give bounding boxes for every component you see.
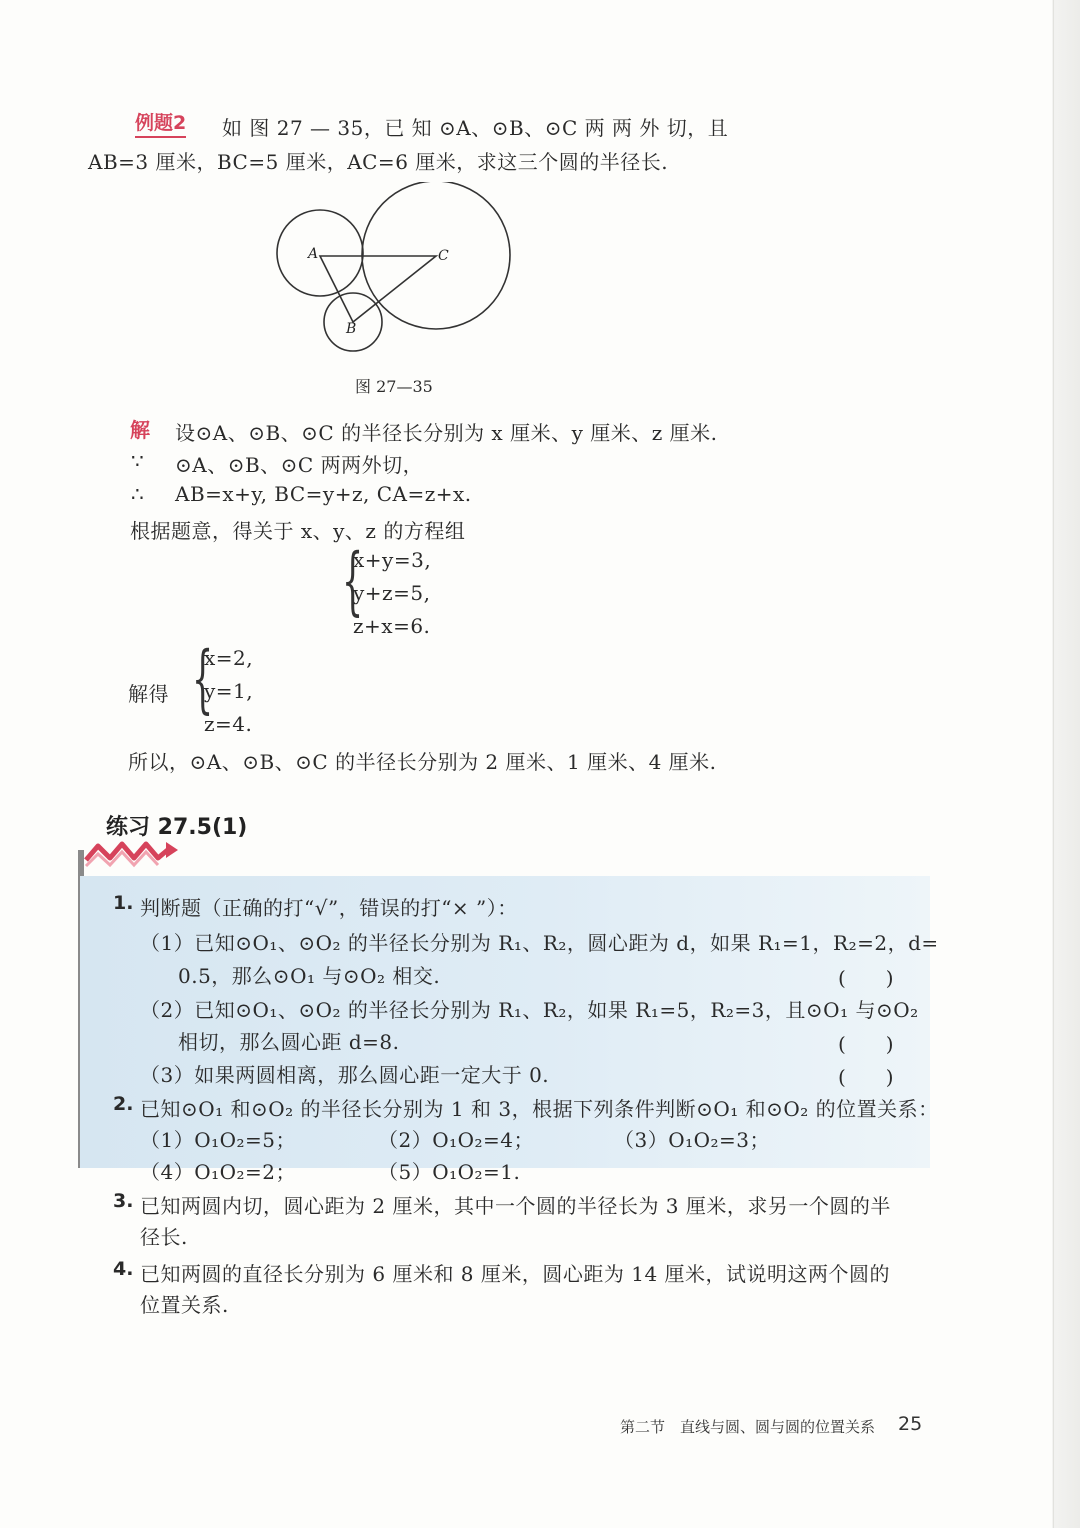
solution-line-4: 根据题意，得关于 x、y、z 的方程组: [130, 519, 466, 543]
figure-caption: 图 27—35: [355, 377, 433, 396]
solution-line-2: ⊙A、⊙B、⊙C 两两外切，: [175, 453, 424, 477]
q4-line-2: 位置关系.: [140, 1293, 229, 1317]
q2-number: 2.: [113, 1093, 134, 1115]
page-edge: [1052, 0, 1080, 1528]
q1-sub1-line1: （1）已知⊙O₁、⊙O₂ 的半径长分别为 R₁、R₂，圆心距为 d，如果 R₁=1，R₂=2，d=: [140, 931, 939, 955]
q2-opt-2: （2）O₁O₂=4；: [378, 1128, 535, 1152]
q2-opt-4: （4）O₁O₂=2；: [140, 1160, 297, 1184]
q2-text: 已知⊙O₁ 和⊙O₂ 的半径长分别为 1 和 3，根据下列条件判断⊙O₁ 和⊙O₂ 的位置关系：: [140, 1097, 939, 1121]
solution-tag: 解: [130, 418, 150, 442]
q2-opt-3: （3）O₁O₂=3；: [614, 1128, 771, 1152]
q1-sub1-answer-blank[interactable]: ( ): [838, 966, 894, 990]
label-a: A: [308, 246, 319, 262]
q1-sub2-line1: （2）已知⊙O₁、⊙O₂ 的半径长分别为 R₁、R₂，如果 R₁=5，R₂=3，且⊙O₁ 与⊙O₂: [140, 998, 919, 1022]
q3-number: 3.: [113, 1190, 134, 1212]
solve-label: 解得: [128, 682, 169, 706]
answer-x: x=2,: [204, 646, 254, 670]
example-line-1: 如 图 27 — 35，已 知 ⊙A、⊙B、⊙C 两 两 外 切，且: [222, 116, 729, 140]
solution-line-3: AB=x+y, BC=y+z, CA=z+x.: [175, 482, 472, 506]
system-eq-3: z+x=6.: [353, 614, 431, 638]
system-brace: {: [342, 538, 364, 624]
triangle-abc: [320, 256, 436, 322]
q4-number: 4.: [113, 1258, 134, 1280]
label-c: C: [438, 248, 449, 264]
q3-line-2: 径长.: [140, 1225, 188, 1249]
q1-sub3: （3）如果两圆相离，那么圆心距一定大于 0.: [140, 1063, 550, 1087]
circle-a: [277, 210, 363, 296]
system-eq-1: x+y=3,: [353, 548, 432, 572]
q3-line-1: 已知两圆内切，圆心距为 2 厘米，其中一个圆的半径长为 3 厘米，求另一个圆的半: [140, 1194, 891, 1218]
q2-opt-1: （1）O₁O₂=5；: [140, 1128, 297, 1152]
figure-three-circles: [270, 182, 520, 357]
therefore-symbol: ∴: [131, 482, 145, 506]
label-b: B: [346, 321, 357, 337]
q4-line-1: 已知两圆的直径长分别为 6 厘米和 8 厘米，圆心距为 14 厘米，试说明这两个圆的: [140, 1262, 891, 1286]
q1-sub2-answer-blank[interactable]: ( ): [838, 1032, 894, 1056]
conclusion: 所以，⊙A、⊙B、⊙C 的半径长分别为 2 厘米、1 厘米、4 厘米.: [128, 750, 717, 774]
example-tag: 例题2: [135, 108, 186, 138]
q1-number: 1.: [113, 892, 134, 914]
q1-sub1-line2: 0.5，那么⊙O₁ 与⊙O₂ 相交.: [178, 964, 441, 988]
zigzag-decoration-icon: [84, 838, 180, 868]
exercise-title: 练习 27.5(1): [106, 815, 248, 840]
answer-y: y=1,: [204, 679, 254, 703]
answer-brace: {: [192, 636, 214, 722]
solution-line-1: 设⊙A、⊙B、⊙C 的半径长分别为 x 厘米、y 厘米、z 厘米.: [175, 421, 718, 445]
example-line-2: AB=3 厘米，BC=5 厘米，AC=6 厘米，求这三个圆的半径长.: [88, 150, 669, 174]
q2-opt-5: （5）O₁O₂=1.: [378, 1160, 521, 1184]
footer-section: 第二节 直线与圆、圆与圆的位置关系: [620, 1418, 876, 1436]
page-number: 25: [898, 1413, 923, 1435]
answer-z: z=4.: [204, 712, 253, 736]
q1-sub3-answer-blank[interactable]: ( ): [838, 1065, 894, 1089]
q1-text: 判断题（正确的打“√”，错误的打“× ”）：: [140, 896, 518, 920]
system-eq-2: y+z=5,: [353, 581, 431, 605]
q1-sub2-line2: 相切，那么圆心距 d=8.: [178, 1030, 400, 1054]
because-symbol: ∵: [131, 449, 145, 473]
page-edge-line: [1053, 0, 1054, 1528]
